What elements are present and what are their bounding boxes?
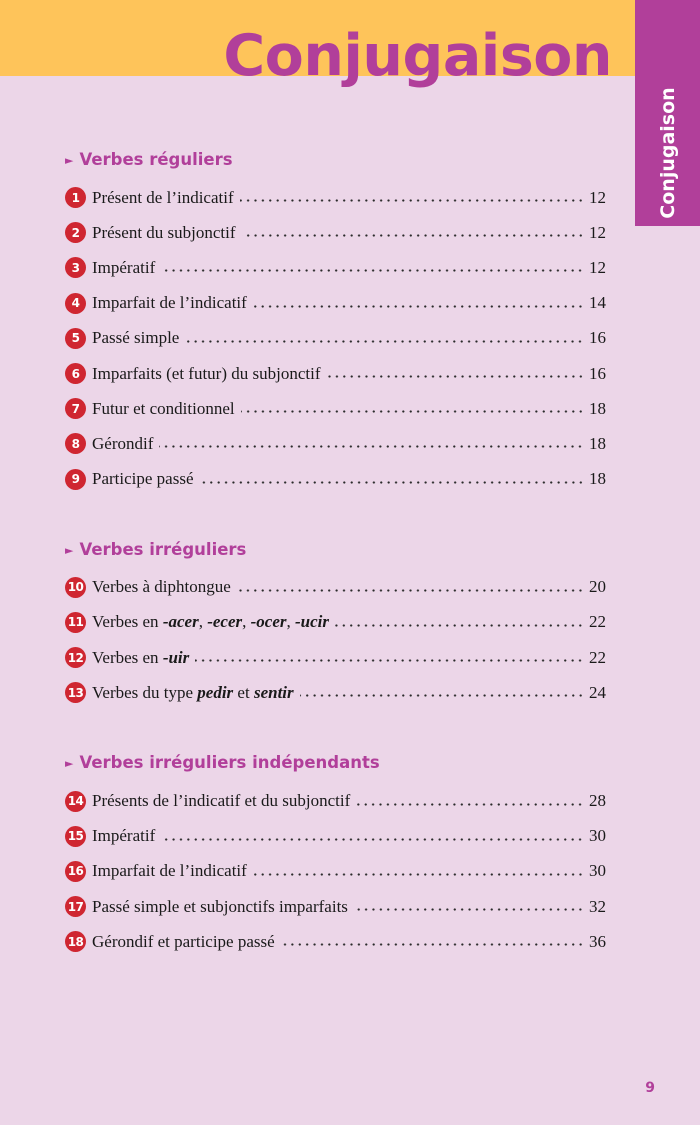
dot-leader: [281, 943, 584, 946]
page-title: Conjugaison: [223, 23, 612, 89]
chapter-number-badge: 5: [65, 328, 86, 349]
entry-page-number: 18: [589, 398, 606, 418]
entry-label-text: Futur et conditionnel: [92, 398, 235, 418]
entry-label-text: Imparfaits (et futur) du subjonctif: [92, 363, 321, 383]
chapter-number-badge: 2: [65, 222, 86, 243]
entry-label-text: Participe passé: [92, 469, 194, 489]
entry-page-number: 16: [589, 328, 606, 348]
section-title-text: Verbes réguliers: [79, 150, 233, 169]
dot-leader: [300, 694, 584, 697]
entry-label-text: Impératif: [92, 826, 156, 846]
dot-leader: [242, 234, 584, 237]
chapter-number-badge: 18: [65, 931, 86, 952]
entry-label-text: Impératif: [92, 257, 156, 277]
toc-entry[interactable]: [65, 215, 606, 250]
entry-page-number: 32: [589, 896, 606, 916]
chapter-number-badge: 7: [65, 398, 86, 419]
entry-page-number: 12: [589, 257, 606, 277]
section-title-text: Verbes irréguliers indépendants: [79, 753, 380, 773]
entry-page-number: 12: [589, 222, 606, 242]
toc-entry[interactable]: [65, 924, 606, 959]
dot-leader: [237, 589, 584, 592]
entry-page-number: 20: [589, 577, 606, 597]
entry-label: [92, 897, 348, 917]
entry-page-number: 22: [589, 612, 606, 632]
entry-label-text: Passé simple et subjonctifs imparfaits: [92, 896, 348, 916]
dot-leader: [327, 375, 585, 378]
toc-section: [65, 743, 606, 959]
entry-label-emphasis: -uir: [162, 647, 190, 667]
entry-label: [92, 791, 350, 811]
entry-label: [92, 434, 153, 454]
entry-label-text: Gérondif: [92, 433, 154, 453]
triangle-right-icon: ►: [65, 154, 74, 167]
entry-label-text: Présent de l’indicatif: [92, 187, 234, 207]
entry-label-emphasis: -acer: [162, 612, 199, 632]
entry-label-text: Gérondif et participe passé: [92, 931, 275, 951]
toc-entry[interactable]: [65, 640, 606, 675]
toc-entry[interactable]: [65, 675, 606, 710]
entry-label: [92, 683, 294, 703]
entry-label-text: Présent du subjonctif: [92, 222, 236, 242]
chapter-number-badge: 10: [65, 577, 86, 598]
dot-leader: [240, 199, 584, 202]
dot-leader: [200, 481, 585, 484]
entry-page-number: 36: [589, 931, 606, 951]
toc-entry[interactable]: [65, 426, 606, 461]
entry-label-text: Présents de l’indicatif et du subjonctif: [92, 791, 351, 811]
chapter-number-badge: 3: [65, 257, 86, 278]
toc-section: [65, 140, 606, 497]
dot-leader: [356, 803, 584, 806]
toc-section: [65, 530, 606, 711]
chapter-number-badge: 6: [65, 363, 86, 384]
table-of-contents: [65, 140, 606, 992]
chapter-number-badge: 8: [65, 433, 86, 454]
entry-page-number: 16: [589, 363, 606, 383]
entry-page-number: 14: [589, 293, 606, 313]
entry-page-number: 30: [589, 861, 606, 881]
entry-label-text: Imparfait de l’indicatif: [92, 293, 247, 313]
entry-label-text: ,: [242, 612, 251, 632]
chapter-number-badge: 4: [65, 293, 86, 314]
entry-label-text: Verbes en: [92, 612, 163, 632]
toc-entry[interactable]: [65, 250, 606, 285]
chapter-number-badge: 12: [65, 647, 86, 668]
chapter-number-badge: 14: [65, 791, 86, 812]
dot-leader: [195, 659, 584, 662]
toc-entry[interactable]: [65, 356, 606, 391]
entry-page-number: 28: [589, 791, 606, 811]
entry-page-number: 24: [589, 682, 606, 702]
toc-entry[interactable]: [65, 321, 606, 356]
toc-entry[interactable]: [65, 391, 606, 426]
entry-label-text: Verbes du type: [92, 682, 198, 702]
section-title: [65, 140, 606, 180]
entry-label-text: Imparfait de l’indicatif: [92, 861, 247, 881]
entry-label-text: ,: [286, 612, 295, 632]
entry-label-text: Passé simple: [92, 328, 180, 348]
triangle-right-icon: ►: [65, 757, 74, 771]
toc-entry[interactable]: [65, 605, 606, 640]
dot-leader: [335, 624, 584, 627]
entry-label: [92, 328, 179, 348]
entry-label-emphasis: pedir: [197, 682, 234, 702]
dot-leader: [161, 838, 584, 841]
dot-leader: [185, 340, 584, 343]
chapter-number-badge: 17: [65, 896, 86, 917]
entry-page-number: 12: [589, 187, 606, 207]
entry-label: [92, 188, 234, 208]
entry-page-number: 18: [589, 469, 606, 489]
entry-label: [92, 648, 189, 668]
chapter-number-badge: 16: [65, 861, 86, 882]
section-title: [65, 530, 606, 570]
entry-label: [92, 932, 275, 952]
entry-label: [92, 223, 236, 243]
entry-label-text: Verbes à diphtongue: [92, 577, 231, 597]
entry-label: [92, 469, 194, 489]
dot-leader: [253, 305, 584, 308]
entry-label-emphasis: -ecer: [207, 612, 243, 632]
toc-entry[interactable]: [65, 889, 606, 924]
dot-leader: [161, 269, 584, 272]
chapter-number-badge: 15: [65, 826, 86, 847]
chapter-number-badge: 13: [65, 682, 86, 703]
chapter-number-badge: 9: [65, 469, 86, 490]
toc-entry[interactable]: [65, 180, 606, 215]
entry-label: [92, 826, 155, 846]
toc-entry[interactable]: [65, 462, 606, 497]
dot-leader: [241, 410, 584, 413]
dot-leader: [159, 445, 584, 448]
toc-entry[interactable]: [65, 286, 606, 321]
entry-label: [92, 861, 247, 881]
toc-entry[interactable]: [65, 819, 606, 854]
chapter-number-badge: 11: [65, 612, 86, 633]
triangle-right-icon: ►: [65, 543, 74, 557]
page-number: 9: [645, 1080, 655, 1096]
entry-label: [92, 577, 231, 597]
entry-label: [92, 612, 329, 632]
section-title: [65, 743, 606, 783]
section-title-text: Verbes irréguliers: [79, 539, 247, 559]
entry-label-text: et: [233, 682, 254, 702]
entry-label-emphasis: -ocer: [250, 612, 287, 632]
entry-label: [92, 293, 247, 313]
chapter-number-badge: 1: [65, 187, 86, 208]
side-tab[interactable]: [635, 0, 700, 226]
dot-leader: [354, 908, 584, 911]
toc-entry[interactable]: [65, 783, 606, 818]
entry-label-emphasis: sentir: [253, 682, 294, 702]
entry-label-emphasis: -ucir: [294, 612, 329, 632]
toc-entry[interactable]: [65, 570, 606, 605]
toc-entry[interactable]: [65, 854, 606, 889]
entry-label-text: Verbes en: [92, 647, 163, 667]
entry-label: [92, 258, 155, 278]
entry-label: [92, 399, 235, 419]
entry-label-text: ,: [198, 612, 208, 632]
entry-page-number: 18: [589, 433, 606, 453]
dot-leader: [253, 873, 584, 876]
entry-page-number: 22: [589, 647, 606, 667]
side-tab-label: Conjugaison: [656, 87, 679, 219]
entry-page-number: 30: [589, 826, 606, 846]
entry-label: [92, 364, 321, 384]
